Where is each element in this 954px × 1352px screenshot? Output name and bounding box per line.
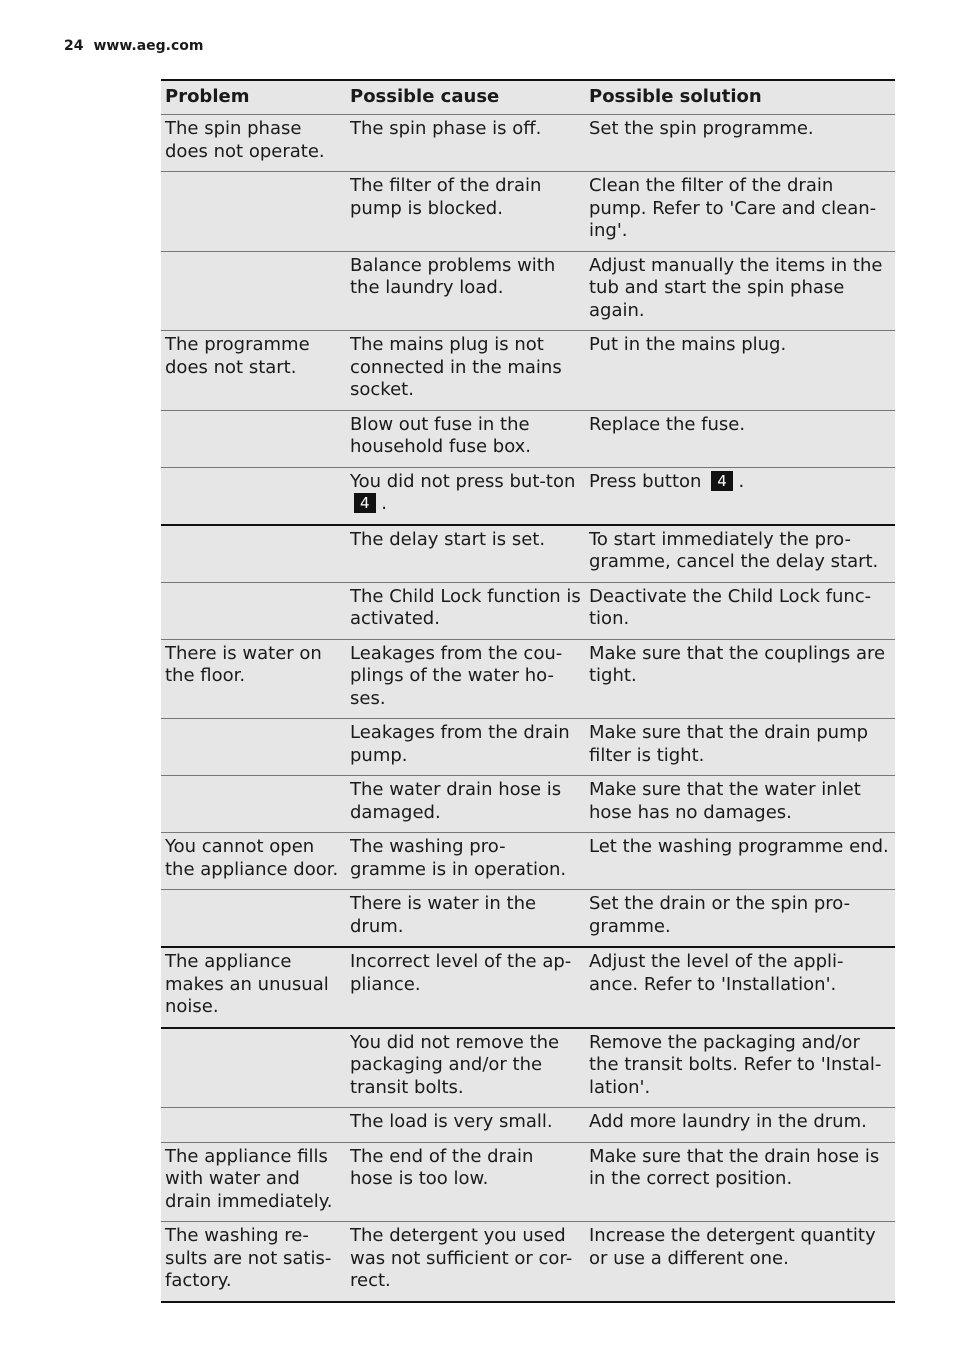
table-row <box>161 525 895 583</box>
cell-solution: Adjust the level of the appli-ance. Refer to 'Installation'. <box>585 947 895 1028</box>
table-row <box>161 251 895 331</box>
cell-cause: The mains plug is not connected in the mains socket. <box>346 331 585 411</box>
troubleshooting-table <box>161 79 895 1303</box>
table-row <box>161 1142 895 1222</box>
cell-cause: The load is very small. <box>346 1108 585 1143</box>
cell-solution <box>585 467 895 525</box>
cell-problem: You cannot open the appliance door. <box>161 833 346 890</box>
cell-cause: Leakages from the drain pump. <box>346 719 585 776</box>
cell-cause: The spin phase is off. <box>346 115 585 172</box>
cell-cause: There is water in the drum. <box>346 890 585 948</box>
cell-problem <box>161 525 346 583</box>
cell-solution: Deactivate the Child Lock func-tion. <box>585 582 895 639</box>
table-row <box>161 719 895 776</box>
cell-solution: Let the washing programme end. <box>585 833 895 890</box>
table-row <box>161 1222 895 1302</box>
cause-text: You did not press but-ton <box>350 470 576 492</box>
cell-problem: The programme does not start. <box>161 331 346 411</box>
cause-suffix: . <box>381 493 388 514</box>
cell-problem <box>161 467 346 525</box>
page-number: 24 <box>64 38 84 54</box>
table-row <box>161 947 895 1028</box>
table-row <box>161 1108 895 1143</box>
cell-problem <box>161 582 346 639</box>
table-row <box>161 582 895 639</box>
cell-cause: The detergent you used was not sufficient or cor-rect. <box>346 1222 585 1302</box>
cell-solution: Increase the detergent quantity or use a different one. <box>585 1222 895 1302</box>
solution-suffix: . <box>738 470 745 492</box>
cell-cause: The end of the drain hose is too low. <box>346 1142 585 1222</box>
cell-problem: There is water on the floor. <box>161 639 346 719</box>
cell-problem <box>161 251 346 331</box>
cell-cause: You did not remove the packaging and/or the transit bolts. <box>346 1028 585 1108</box>
cell-solution: Make sure that the water inlet hose has no damages. <box>585 776 895 833</box>
cell-problem <box>161 1108 346 1143</box>
cell-problem <box>161 776 346 833</box>
cell-solution: Set the spin programme. <box>585 115 895 172</box>
table-row <box>161 890 895 948</box>
cell-solution: To start immediately the pro-gramme, cancel the delay start. <box>585 525 895 583</box>
table-header-row <box>161 80 895 115</box>
table-row <box>161 467 895 525</box>
cell-problem: The washing re-sults are not satis-factory. <box>161 1222 346 1302</box>
cell-solution: Put in the mains plug. <box>585 331 895 411</box>
cell-problem <box>161 410 346 467</box>
cell-solution: Make sure that the drain hose is in the correct position. <box>585 1142 895 1222</box>
site-url: www.aeg.com <box>93 38 204 54</box>
cell-problem <box>161 172 346 252</box>
cell-cause <box>346 467 585 525</box>
cell-solution: Remove the packaging and/or the transit bolts. Refer to 'Instal-lation'. <box>585 1028 895 1108</box>
cell-cause: The delay start is set. <box>346 525 585 583</box>
table-row <box>161 410 895 467</box>
table-row <box>161 172 895 252</box>
table-row <box>161 331 895 411</box>
page-header <box>64 38 204 54</box>
cell-cause: The water drain hose is damaged. <box>346 776 585 833</box>
cell-solution: Make sure that the drain pump filter is tight. <box>585 719 895 776</box>
table-row <box>161 1028 895 1108</box>
column-header-cause: Possible cause <box>346 80 585 115</box>
cell-problem: The appliance makes an unusual noise. <box>161 947 346 1028</box>
table-row <box>161 776 895 833</box>
cell-solution: Add more laundry in the drum. <box>585 1108 895 1143</box>
cell-cause: The Child Lock function is activated. <box>346 582 585 639</box>
cell-solution: Clean the filter of the drain pump. Refer to 'Care and clean-ing'. <box>585 172 895 252</box>
cell-cause: Incorrect level of the ap-pliance. <box>346 947 585 1028</box>
cell-problem: The spin phase does not operate. <box>161 115 346 172</box>
table-row <box>161 833 895 890</box>
cell-problem <box>161 890 346 948</box>
button-4-symbol: 4 <box>354 493 376 513</box>
cell-problem: The appliance fills with water and drain immediately. <box>161 1142 346 1222</box>
cell-solution: Replace the fuse. <box>585 410 895 467</box>
cell-solution: Set the drain or the spin pro-gramme. <box>585 890 895 948</box>
column-header-solution: Possible solution <box>585 80 895 115</box>
solution-text: Press button <box>589 470 702 492</box>
cell-cause: The washing pro-gramme is in operation. <box>346 833 585 890</box>
button-4-symbol: 4 <box>711 471 733 491</box>
cell-solution: Make sure that the couplings are tight. <box>585 639 895 719</box>
column-header-problem: Problem <box>161 80 346 115</box>
cell-problem <box>161 1028 346 1108</box>
cell-cause: Balance problems with the laundry load. <box>346 251 585 331</box>
table-row <box>161 115 895 172</box>
cell-solution: Adjust manually the items in the tub and start the spin phase again. <box>585 251 895 331</box>
cell-cause: Blow out fuse in the household fuse box. <box>346 410 585 467</box>
cell-cause: The filter of the drain pump is blocked. <box>346 172 585 252</box>
table-row <box>161 639 895 719</box>
cell-problem <box>161 719 346 776</box>
cell-cause: Leakages from the cou-plings of the water ho-ses. <box>346 639 585 719</box>
